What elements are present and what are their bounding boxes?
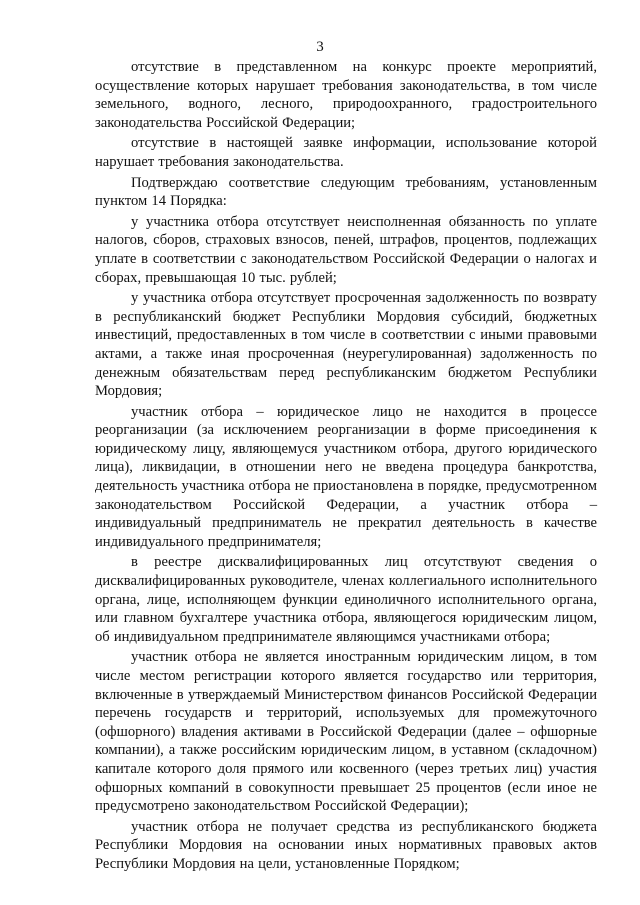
paragraph-disqualified-registry: в реестре дисквалифицированных лиц отсутствуют сведения о дисквалифицированных руководителе, членах коллегиального исполнительного органа, лице, исполняющем функции единоличного исполнительного органа, или главном бухгалтере участника отбора, являющегося юридическим лицом, об индивидуальном предпринимателе являющимся участниками отбора; — [95, 554, 597, 645]
paragraph-reorganization: участник отбора – юридическое лицо не находится в процессе реорганизации (за исключением реорганизации в форме присоединения к юридическому лицу, являющемуся участником отбора, другого юридического лица), ликвидации, в отношении него не введена процедура банкротства, деятельность участника отбора не приостановлена в порядке, предусмотренном законодательством Российской Федерации, а участник отбора – индивидуальный предприниматель не прекратил деятельность в качестве индивидуального предпринимателя; — [95, 403, 597, 550]
paragraph-offshore: участник отбора не является иностранным юридическим лицом, в том числе местом регистрации которого является государство или территория, включенные в утверждаемый Министерством финансов Российской Федерации перечень государств и территорий, используемых для промежуточного (офшорного) владения активами в Российской Федерации (далее – офшорные компании), а также российским юридическим лицом, в уставном (складочном) капитале которого доля прямого или косвенного (через третьих лиц) участия офшорных компаний в совокупности превышает 25 процентов (если иное не предусмотрено законодательством Российской Федерации); — [95, 649, 597, 815]
paragraph-other-funds: участник отбора не получает средства из республиканского бюджета Республики Мордовия на основании иных нормативных правовых актов Республики Мордовия на цели, установленные Порядком; — [95, 818, 597, 872]
paragraph-confirmation: Подтверждаю соответствие следующим требованиям, установленным пунктом 14 Порядка: — [95, 174, 597, 210]
paragraph-project-requirements: отсутствие в представленном на конкурс проекте мероприятий, осуществление которых нарушает требования законодательства, в том числе земельного, водного, лесного, природоохранного, градостроительного законодательства Российской Федерации; — [95, 59, 597, 131]
paragraph-budget-debt: у участника отбора отсутствует просроченная задолженность по возврату в республиканский бюджет Республики Мордовия субсидий, бюджетных инвестиций, предоставленных в том числе в соответствии с иными правовыми актами, а также иная просроченная (неурегулированная) задолженность по денежным обязательствам перед республиканским бюджетом Республики Мордовия; — [95, 290, 597, 400]
paragraph-tax-obligation: у участника отбора отсутствует неисполненная обязанность по уплате налогов, сборов, страховых взносов, пеней, штрафов, процентов, подлежащих уплате в соответствии с законодательством Российской Федерации о налогах и сборах, превышающая 10 тыс. рублей; — [95, 213, 597, 286]
page-number: 3 — [316, 39, 324, 55]
paragraph-application-info: отсутствие в настоящей заявке информации, использование которой нарушает требования законодательства. — [95, 135, 597, 170]
document-body — [95, 58, 597, 876]
